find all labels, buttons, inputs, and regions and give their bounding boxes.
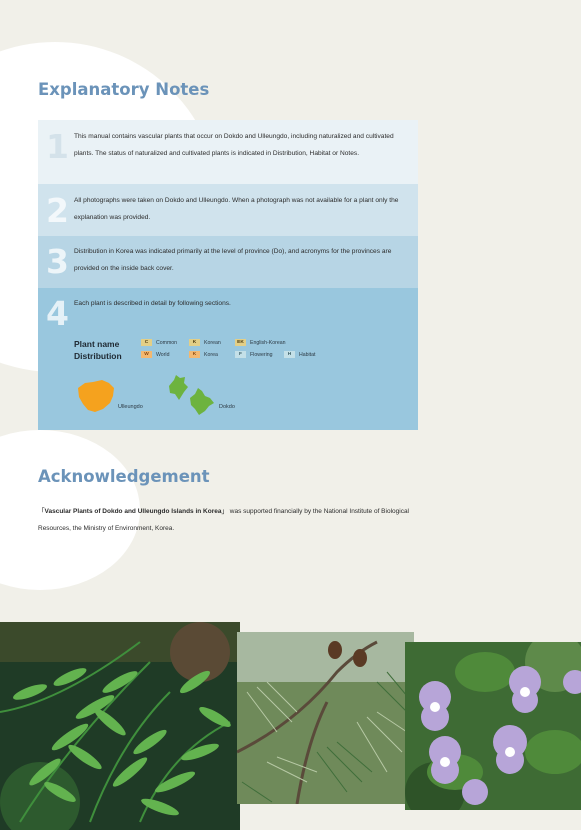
- legend-badge: F: [235, 351, 246, 358]
- legend-world: [141, 351, 169, 358]
- legend-badge: K: [189, 351, 200, 358]
- acknowledgement-text: [38, 503, 418, 537]
- legend-text: Korean: [204, 339, 221, 346]
- legend-text: Flowering: [250, 351, 273, 358]
- note-4: [38, 288, 418, 430]
- note-number: 1: [46, 127, 69, 166]
- note-3: [38, 236, 418, 288]
- legend-badge: K: [189, 339, 200, 346]
- note-text: Each plant is described in detail by following sections.: [74, 300, 231, 307]
- acknowledgement-title: Acknowledgement: [38, 467, 210, 486]
- note-text: Distribution in Korea was indicated primarily at the level of province (Do), and acronyms for the provinces are provided on the inside back cover.: [74, 248, 392, 272]
- legend-habitat: [284, 351, 315, 358]
- note-text: All photographs were taken on Dokdo and Ulleungdo. When a photograph was not available for a plant only the explanation was provided.: [74, 197, 399, 221]
- ulleungdo-map: [76, 378, 116, 414]
- legend-english-korean: [235, 339, 285, 346]
- legend-text: Habitat: [299, 351, 316, 358]
- distribution-label: Distribution: [74, 351, 122, 361]
- legend-flowering: [235, 351, 273, 358]
- plant-name-label: Plant name: [74, 339, 120, 349]
- dokdo-label: Dokdo: [219, 404, 235, 410]
- legend-badge: EK: [235, 339, 246, 346]
- legend-text: Korea: [204, 351, 218, 358]
- note-2: [38, 184, 418, 236]
- legend-korean: [189, 339, 221, 346]
- note-text: This manual contains vascular plants that occur on Dokdo and Ulleungdo, including naturalized and cultivated plants. The status of naturalized and cultivated plants is indicated in Distribution, Habitat or Notes.: [74, 133, 394, 157]
- acknowledgement-body: was supported financially by the National Institute of Biological Resources, the Ministry of Environment, Korea.: [38, 508, 410, 532]
- book-title: 「Vascular Plants of Dokdo and Ulleungdo Islands in Korea」: [38, 508, 228, 515]
- legend-common: [141, 339, 177, 346]
- fern-photo: [0, 622, 240, 830]
- violet-photo: [405, 642, 581, 810]
- note-1: [38, 120, 418, 184]
- legend-badge: C: [141, 339, 152, 346]
- ulleungdo-label: Ulleungdo: [118, 404, 143, 410]
- note-number: 3: [46, 242, 69, 281]
- dokdo-map: [166, 374, 218, 418]
- legend-badge: W: [141, 351, 152, 358]
- legend-korea: [189, 351, 218, 358]
- legend-text: Common: [156, 339, 178, 346]
- legend-text: World: [156, 351, 170, 358]
- explanatory-notes-title: Explanatory Notes: [38, 80, 210, 99]
- pine-photo: [237, 632, 414, 804]
- note-number: 2: [46, 191, 69, 230]
- note-number: 4: [46, 294, 69, 333]
- legend-badge: H: [284, 351, 295, 358]
- legend-text: English-Korean: [250, 339, 286, 346]
